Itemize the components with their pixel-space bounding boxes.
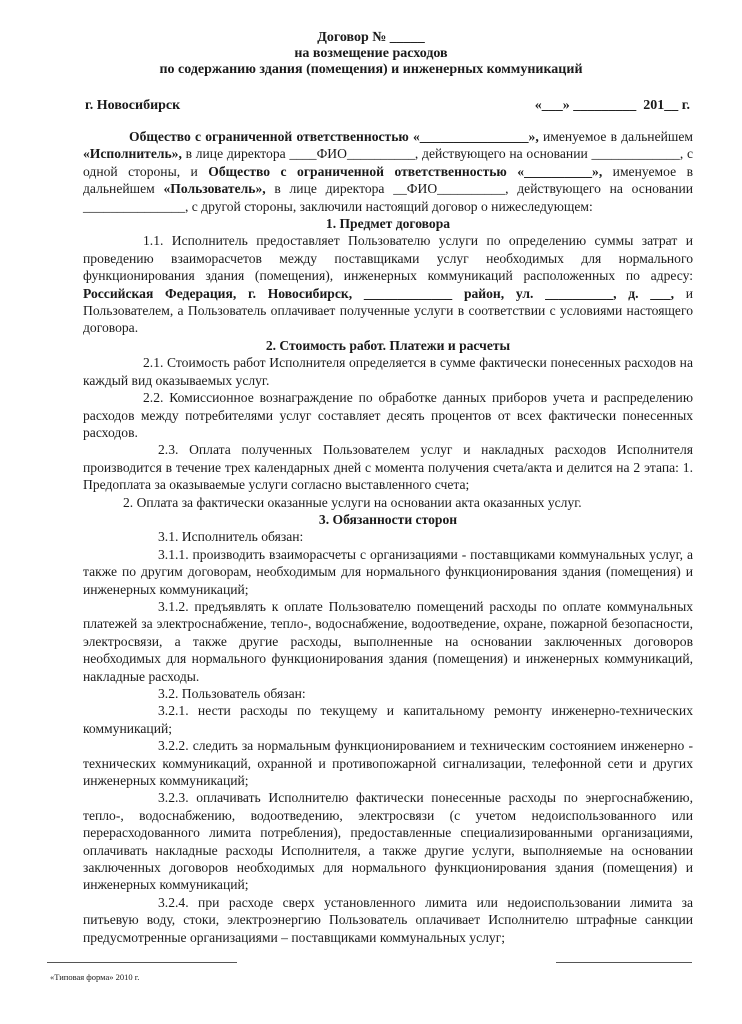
paragraph-2-1: 2.1. Стоимость работ Исполнителя определяется в сумме фактически понесенных расходов на каждый вид оказываемых услуг.: [83, 355, 693, 388]
paragraph-text: 1.1. Исполнитель предоставляет Пользователю услуги по определению суммы затрат и проведению взаиморасчетов между поставщиками услуг необходимых для нормального функционирования здания (помещения), инженерных коммуникаций расположенных по адресу:: [83, 233, 693, 284]
paragraph-3-1-2: 3.1.2. предъявлять к оплате Пользователю помещений расходы по оплате коммунальных платежей за электроснабжение, тепло-, водоснабжение, водоотведение, охране, пожарной безопасности, электросвязи, а также другие расходы, выполненные на основании заключенных договоров необходимых для нормального функционирования здания (помещения) и инженерных коммуникаций, накладные расходы.: [83, 598, 693, 684]
user-label: «Пользователь»,: [163, 181, 266, 197]
signature-line-right: [556, 962, 692, 963]
paragraph-3-2-3: 3.2.3. оплачивать Исполнителю фактически понесенные расходы по энергоснабжению, тепло-, водоснабжению, водоотведению, электросвязи (с учетом недоиспользованного или перерасходованного лимита потребления), предоставленные специализированными организациями, оплачивать накладные расходы Исполнителя, а также другие услуги, выполняемые на основании заключенных договоров необходимых для нормального функционирования здания (помещения) и инженерных коммуникаций;: [83, 790, 693, 893]
paragraph-1-1: [83, 232, 693, 336]
user-company: Общество с ограниченной ответственностью «__________»,: [208, 163, 603, 179]
section-heading: 2. Стоимость работ. Платежи и расчеты: [265, 337, 511, 353]
contract-subtitle: на возмещение расходов: [294, 46, 448, 61]
contract-body: [83, 128, 693, 946]
preamble-text: в лице директора __ФИО__________, действующего на основании _______________, с другой стороны, заключили настоящий договор о нижеследующем:: [83, 181, 694, 214]
paragraph-text: и Пользователем, а Пользователь оплачивает полученные услуги в соответствии с условиями настоящего договора.: [83, 285, 693, 336]
address: Российская Федерация, г. Новосибирск, _____________ район, ул. __________, д. ___,: [83, 285, 674, 301]
preamble-text: именуемое в дальнейшем: [83, 163, 693, 197]
section-heading: 1. Предмет договора: [325, 216, 451, 232]
preamble: [83, 128, 693, 215]
paragraph-3-2: 3.2. Пользователь обязан:: [158, 686, 306, 701]
preamble-text: именуемое в дальнейшем: [538, 129, 693, 144]
paragraph-3-1: 3.1. Исполнитель обязан:: [158, 529, 304, 545]
paragraph-3-1-1: 3.1.1. производить взаиморасчеты с организациями - поставщиками коммунальных услуг, а также по другим договорам, необходимым для нормального функционирования здания (помещения) и инженерных коммуникаций;: [83, 546, 693, 597]
date: «___» _________ 201__ г.: [534, 98, 690, 113]
executor-label: «Исполнитель»,: [83, 146, 182, 162]
paragraph-2-3-stage2: 2. Оплата за фактически оказанные услуги на основании акта оказанных услуг.: [123, 494, 582, 510]
signature-line-left: [47, 962, 237, 963]
contract-title: Договор № _____: [317, 30, 425, 45]
paragraph-3-2-2: 3.2.2. следить за нормальным функционированием и техническим состоянием инженерно - технических коммуникаций, охранной и противопожарной сигнализации, телефонной сети и других инженерных коммуникаций;: [83, 738, 693, 789]
preamble-text: в лице директора ____ФИО__________, действующего на основании _____________, с одной стороны, и: [83, 146, 693, 179]
paragraph-2-3: 2.3. Оплата полученных Пользователем услуг и накладных расходов Исполнителя производится в течение трех календарных дней с момента получения счета/акта и делится на 2 этапа: 1. Предоплата за оказываемые услуги согласно выставленного счета;: [83, 442, 693, 493]
paragraph-2-2: 2.2. Комиссионное вознаграждение по обработке данных приборов учета и распределению расходов между потребителями услуг составляет десять процентов от всех фактически понесенных расходов.: [83, 390, 693, 440]
contract-subtitle-2: по содержанию здания (помещения) и инженерных коммуникаций: [159, 62, 583, 77]
city: г. Новосибирск: [85, 98, 181, 113]
section-heading: 3. Обязанности сторон: [318, 511, 458, 527]
executor-company: Общество с ограниченной ответственностью «________________»,: [129, 129, 539, 144]
footnote: «Типовая форма» 2010 г.: [50, 972, 140, 982]
paragraph-3-2-1: 3.2.1. нести расходы по текущему и капитальному ремонту инженерно-технических коммуникаций;: [83, 703, 693, 736]
paragraph-3-2-4: 3.2.4. при расходе сверх установленного лимита или недоиспользовании лимита за питьевую воду, стоки, электроэнергию Пользователь оплачивает Исполнителю штрафные санкции предусмотренные организациями – поставщиками коммунальных услуг;: [83, 894, 693, 945]
